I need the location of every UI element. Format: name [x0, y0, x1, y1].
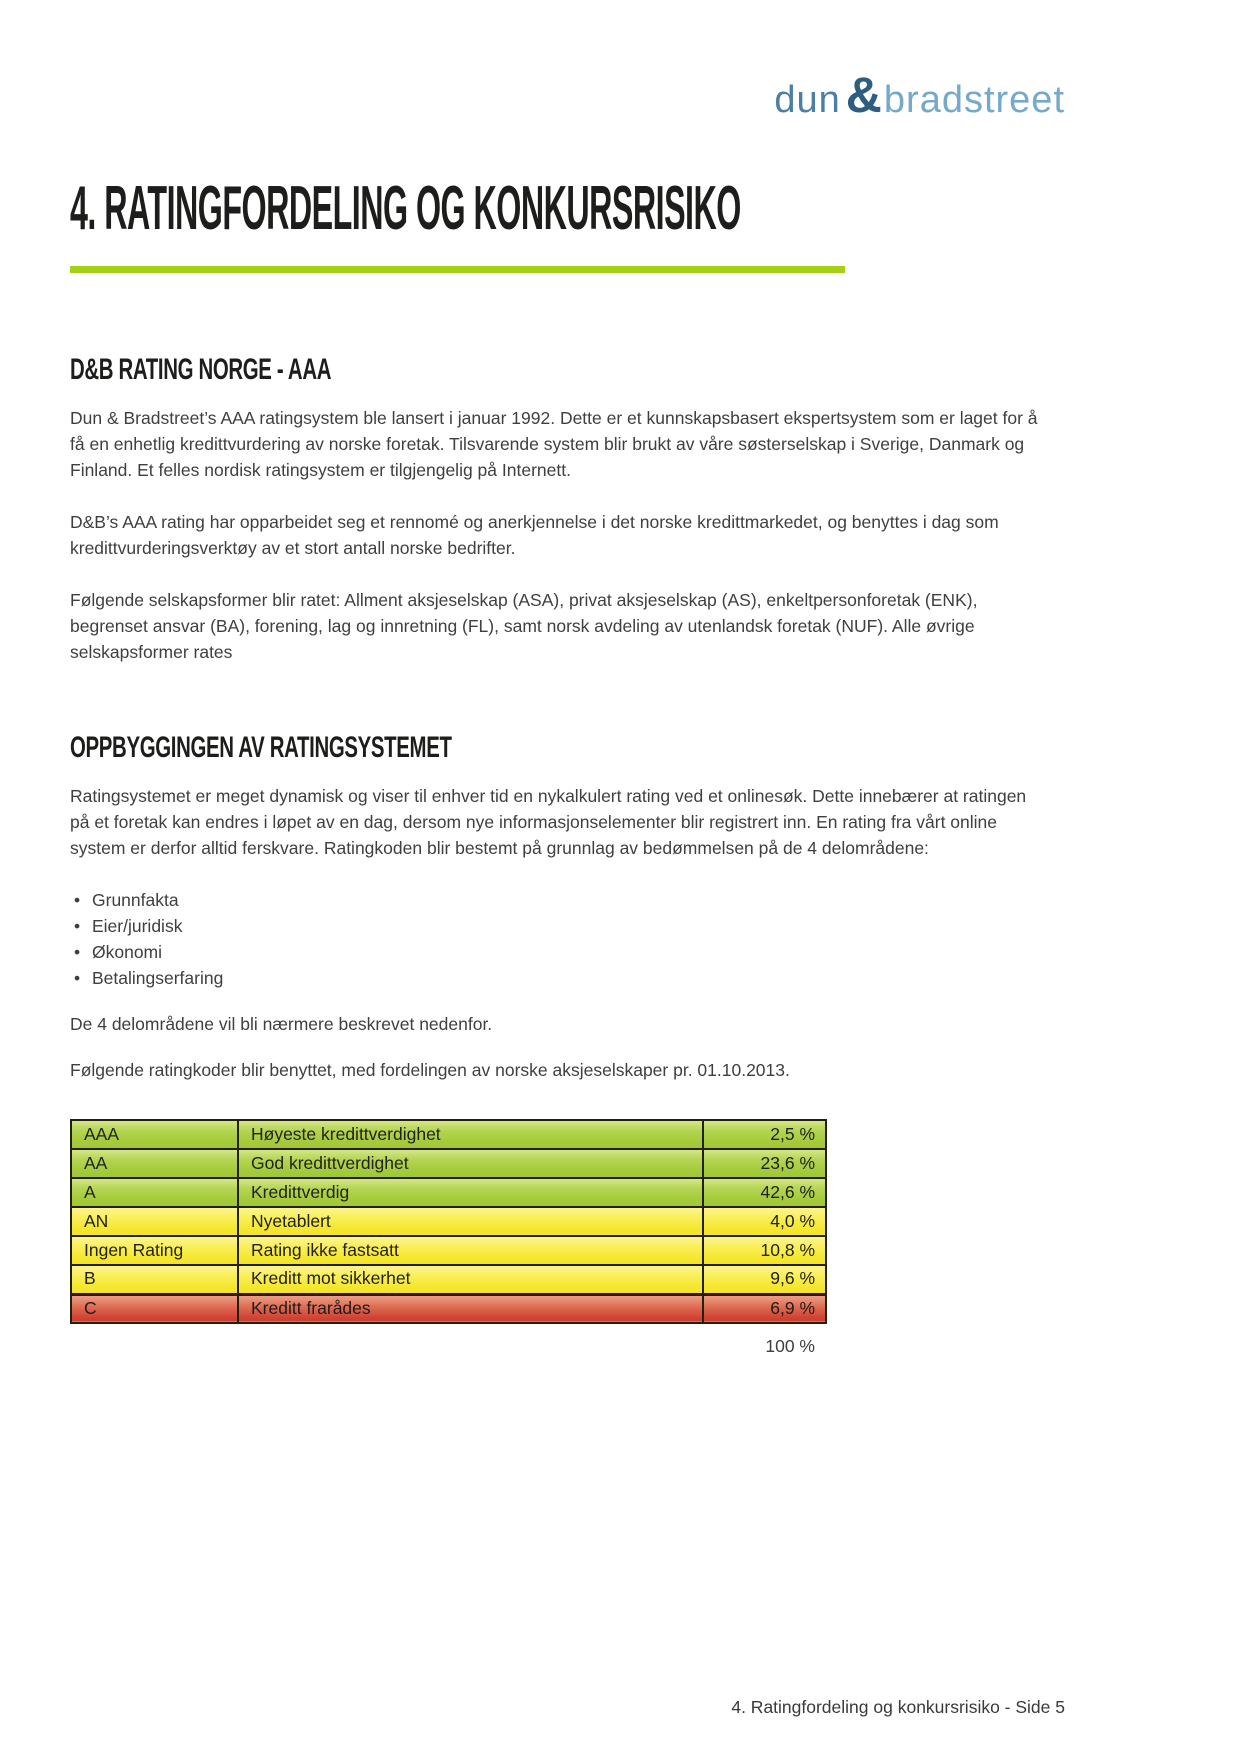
- section-oppbyggingen: [70, 731, 1065, 1083]
- rating-percent-cell: 6,9 %: [703, 1294, 826, 1323]
- paragraph: Ratingsystemet er meget dynamisk og viser til enhver tid en nykalkulert rating ved et onlinesøk. Dette innebærer at ratingen på et foretak kan endres i løpet av en dag, dersom nye informasjonselementer blir registrert inn. En rating fra vårt online system er derfor alltid ferskvare. Ratingkoden blir bestemt på grunnlag av bedømmelsen på de 4 delområdene:: [70, 786, 1027, 858]
- logo-text-dun: dun: [774, 79, 841, 121]
- paragraph: Følgende selskapsformer blir ratet: Allment aksjeselskap (ASA), privat aksjeselskap (AS), enkeltpersonforetak (ENK), begrenset ansvar (BA), forening, lag og innretning (FL), samt norsk avdeling av utenlandsk foretak (NUF). Alle øvrige selskapsformer rates: [70, 590, 978, 662]
- paragraph: De 4 delområdene vil bli nærmere beskrevet nedenfor.: [70, 1014, 493, 1034]
- rating-percent-cell: 9,6 %: [703, 1265, 826, 1294]
- paragraph: Følgende ratingkoder blir benyttet, med fordelingen av norske aksjeselskaper pr. 01.10.2013.: [70, 1060, 790, 1080]
- title-underline-rule: [70, 266, 845, 273]
- rating-description-cell: Kreditt frarådes: [238, 1294, 703, 1323]
- table-row: [71, 1120, 826, 1149]
- rating-code-cell: B: [71, 1265, 238, 1294]
- rating-description-cell: Kredittverdig: [238, 1178, 703, 1207]
- table-row: [71, 1178, 826, 1207]
- table-row: [71, 1236, 826, 1265]
- paragraph: D&B’s AAA rating har opparbeidet seg et rennomé og anerkjennelse i det norske kredittmarkedet, og benyttes i dag som kredittvurderingsverktøy av et stort antall norske bedrifter.: [70, 512, 999, 558]
- rating-percent-cell: 23,6 %: [703, 1149, 826, 1178]
- logo-text-bradstreet: bradstreet: [883, 79, 1065, 121]
- list-item: • Eier/juridisk: [70, 913, 1065, 939]
- rating-description-cell: Kreditt mot sikkerhet: [238, 1265, 703, 1294]
- table-total: 100 %: [765, 1336, 815, 1356]
- list-item: • Økonomi: [70, 939, 1065, 965]
- rating-subareas-list: [70, 887, 1065, 991]
- rating-percent-cell: 4,0 %: [703, 1207, 826, 1236]
- rating-code-cell: AAA: [71, 1120, 238, 1149]
- list-item: • Grunnfakta: [70, 887, 1065, 913]
- rating-percent-cell: 2,5 %: [703, 1120, 826, 1149]
- table-row: [71, 1265, 826, 1294]
- section-heading-oppbyggingen: OPPBYGGINGEN AV RATINGSYSTEMET: [70, 731, 452, 764]
- section-db-rating-norge: [70, 353, 1065, 665]
- list-item: • Betalingserfaring: [70, 965, 1065, 991]
- paragraph: Dun & Bradstreet’s AAA ratingsystem ble lansert i januar 1992. Dette er et kunnskapsbasert ekspertsystem som er laget for å få en enhetlig kredittvurdering av norske foretak. Tilsvarende system blir brukt av våre søsterselskap i Sverige, Danmark og Finland. Et felles nordisk ratingsystem er tilgjengelig på Internett.: [70, 408, 1038, 480]
- rating-description-cell: Høyeste kredittverdighet: [238, 1120, 703, 1149]
- rating-code-cell: AN: [71, 1207, 238, 1236]
- rating-distribution-table: [70, 1119, 827, 1324]
- table-row: [71, 1207, 826, 1236]
- table-row: [71, 1294, 826, 1323]
- section-heading-db-rating-norge: D&B RATING NORGE - AAA: [70, 353, 332, 386]
- rating-code-cell: A: [71, 1178, 238, 1207]
- page-footer: 4. Ratingfordeling og konkursrisiko - Side 5: [731, 1697, 1065, 1717]
- rating-code-cell: C: [71, 1294, 238, 1323]
- rating-percent-cell: 42,6 %: [703, 1178, 826, 1207]
- rating-code-cell: AA: [71, 1149, 238, 1178]
- ampersand-icon: &: [845, 67, 882, 123]
- rating-description-cell: Nyetablert: [238, 1207, 703, 1236]
- rating-code-cell: Ingen Rating: [71, 1236, 238, 1265]
- rating-description-cell: God kredittverdighet: [238, 1149, 703, 1178]
- dnb-logo: [70, 67, 1065, 123]
- rating-description-cell: Rating ikke fastsatt: [238, 1236, 703, 1265]
- page-title: 4. RATINGFORDELING OG KONKURSRISIKO: [70, 174, 741, 243]
- rating-percent-cell: 10,8 %: [703, 1236, 826, 1265]
- table-row: [71, 1149, 826, 1178]
